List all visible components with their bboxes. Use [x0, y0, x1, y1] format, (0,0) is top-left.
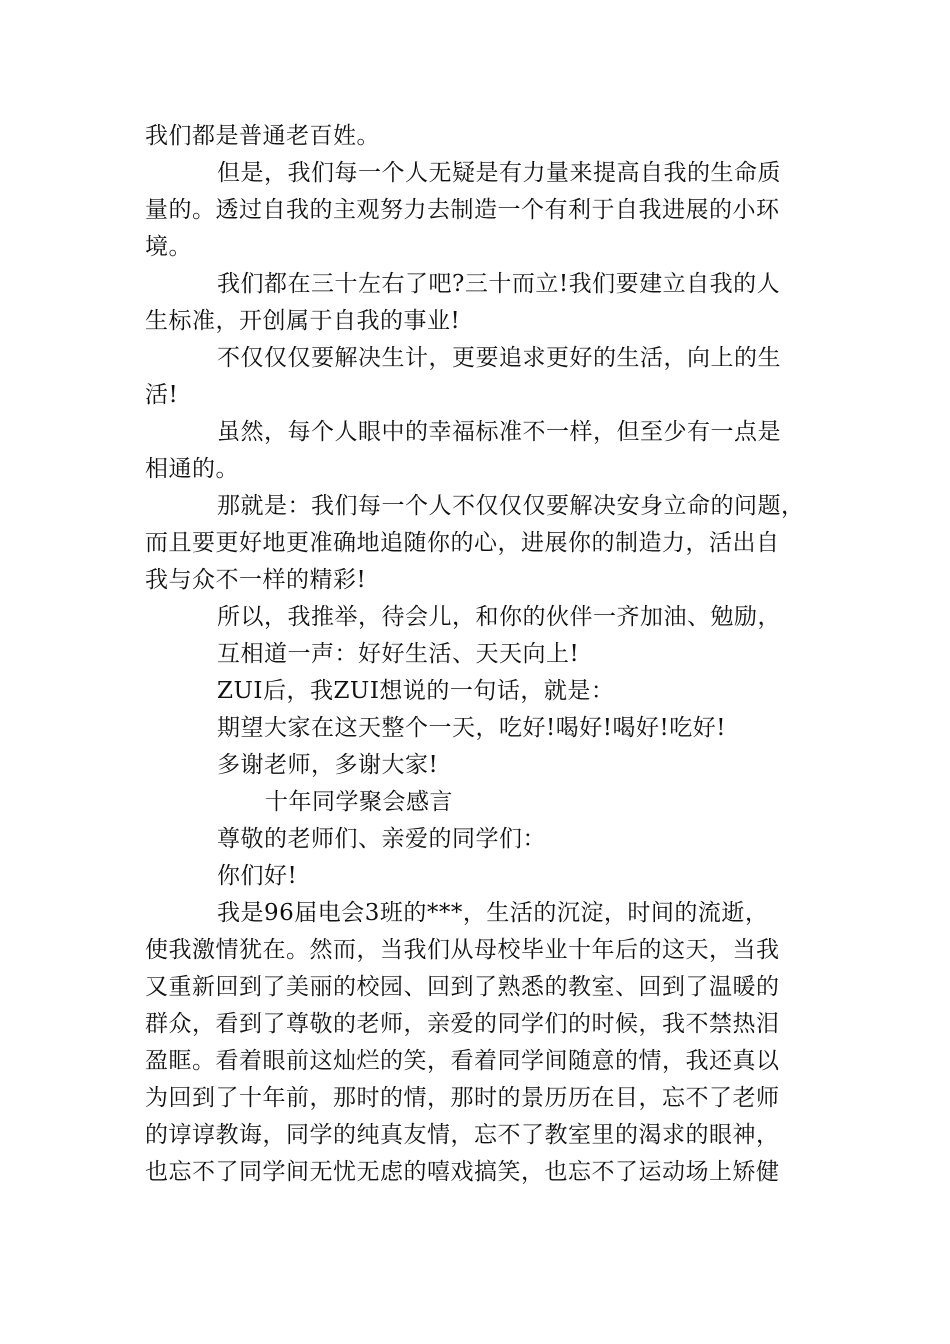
salutation: 尊敬的老师们、亲爱的同学们： — [217, 826, 546, 852]
paragraph-start: 所以，我推举，待会儿，和你的伙伴一齐加油、勉励， — [217, 604, 781, 630]
text-line: 相通的。 — [145, 456, 239, 482]
text-line: 我们都是普通老百姓。 — [145, 123, 380, 149]
paragraph-start: 互相道一声：好好生活、天天向上! — [217, 641, 580, 667]
paragraph-start: 多谢老师，多谢大家! — [217, 752, 439, 778]
greeting: 你们好! — [217, 863, 298, 889]
text-line: 为回到了十年前，那时的情，那时的景历历在目，忘不了老师 — [145, 1085, 780, 1111]
section-heading: 十年同学聚会感言 — [265, 789, 453, 815]
text-line: 又重新回到了美丽的校园、回到了熟悉的教室、回到了温暖的 — [145, 974, 780, 1000]
paragraph-start: ZUI后，我ZUI想说的一句话，就是： — [217, 678, 615, 704]
text-line: 我与众不一样的精彩! — [145, 567, 367, 593]
text-line: 盈眶。看着眼前这灿烂的笑，看着同学间随意的情，我还真以 — [145, 1048, 780, 1074]
text-line: 量的。透过自我的主观努力去制造一个有利于自我进展的小环 — [145, 197, 780, 223]
paragraph-start: 不仅仅仅要解决生计，更要追求更好的生活，向上的生 — [217, 345, 781, 371]
paragraph-start: 但是，我们每一个人无疑是有力量来提高自我的生命质 — [217, 160, 781, 186]
paragraph-start: 虽然，每个人眼中的幸福标准不一样，但至少有一点是 — [217, 419, 781, 445]
text-line: 生标准，开创属于自我的事业! — [145, 308, 461, 334]
text-line: 也忘不了同学间无忧无虑的嘻戏搞笑，也忘不了运动场上矫健 — [145, 1159, 780, 1185]
text-line: 境。 — [145, 234, 192, 260]
text-line: 活! — [145, 382, 179, 408]
text-line: 的谆谆教诲，同学的纯真友情，忘不了教室里的渴求的眼神， — [145, 1122, 780, 1148]
paragraph-start: 我是96届电会3班的***，生活的沉淀，时间的流逝， — [217, 900, 769, 926]
text-line: 而且要更好地更准确地追随你的心，进展你的制造力，活出自 — [145, 530, 780, 556]
paragraph-start: 我们都在三十左右了吧?三十而立!我们要建立自我的人 — [217, 271, 781, 297]
paragraph-start: 期望大家在这天整个一天，吃好!喝好!喝好!吃好! — [217, 715, 726, 741]
paragraph-start: 那就是：我们每一个人不仅仅仅要解决安身立命的问题， — [217, 493, 805, 519]
text-line: 使我激情犹在。然而，当我们从母校毕业十年后的这天，当我 — [145, 937, 780, 963]
text-line: 群众，看到了尊敬的老师，亲爱的同学们的时候，我不禁热泪 — [145, 1011, 780, 1037]
